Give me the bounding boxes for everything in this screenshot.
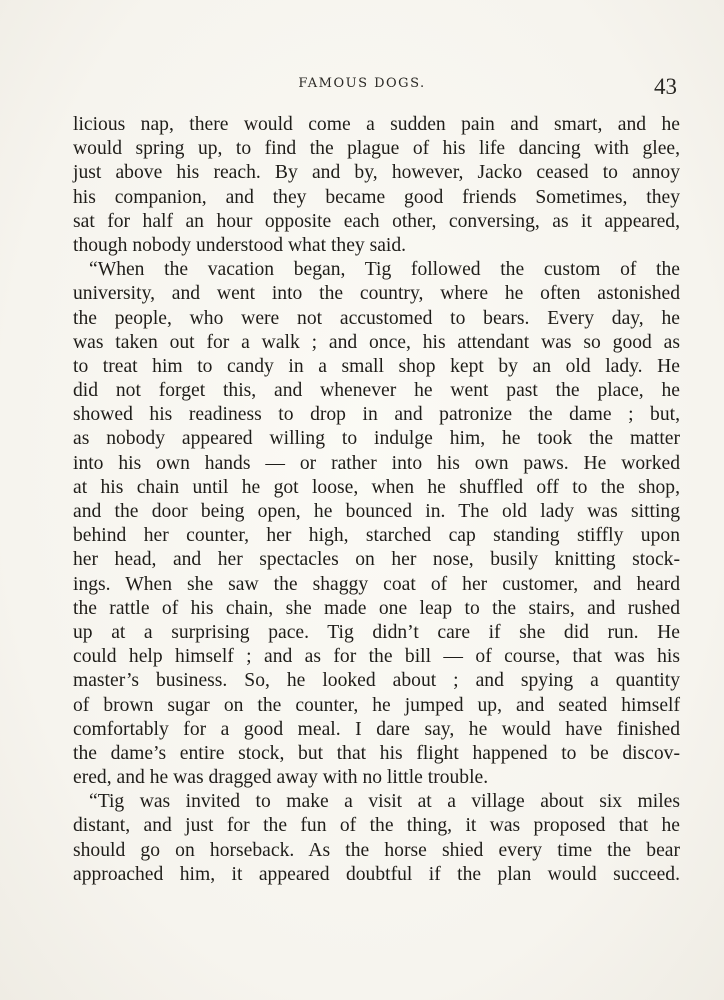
text-line: “Tig was invited to make a visit at a village about six miles: [89, 791, 680, 813]
running-head: FAMOUS DOGS.: [298, 76, 426, 91]
text-line: should go on horseback. As the horse shied every time the bear: [73, 839, 680, 861]
text-line: up at a surprising pace. Tig didn’t care if she did run. He: [73, 621, 680, 643]
text-line: “When the vacation began, Tig followed the custom of the: [89, 259, 680, 281]
text-line: the rattle of his chain, she made one leap to the stairs, and rushed: [73, 597, 680, 619]
text-line: licious nap, there would come a sudden pain and smart, and he: [73, 114, 680, 135]
text-line: ings. When she saw the shaggy coat of her customer, and heard: [73, 573, 680, 595]
text-line: of brown sugar on the counter, he jumped up, and seated himself: [73, 694, 680, 716]
text-line: behind her counter, her high, starched cap standing stiffly upon: [73, 525, 680, 547]
text-line: the people, who were not accustomed to bears. Every day, he: [73, 307, 680, 329]
body-text: [73, 113, 680, 887]
text-line: into his own hands — or rather into his own paws. He worked: [73, 452, 680, 474]
text-line: university, and went into the country, where he often astonished: [73, 283, 680, 305]
text-line: as nobody appeared willing to indulge him, he took the matter: [73, 428, 680, 450]
text-line: at his chain until he got loose, when he shuffled off to the shop,: [73, 476, 680, 498]
page-number: 43: [654, 74, 677, 99]
text-line: just above his reach. By and by, however, Jacko ceased to annoy: [73, 162, 680, 184]
text-line: the dame’s entire stock, but that his flight happened to be discov-: [73, 742, 680, 764]
text-line: her head, and her spectacles on her nose, busily knitting stock-: [73, 549, 680, 571]
text-line: could help himself ; and as for the bill — of course, that was his: [73, 646, 680, 668]
text-line: though nobody understood what they said.: [73, 234, 407, 256]
text-line: comfortably for a good meal. I dare say, he would have finished: [73, 718, 680, 740]
text-line: did not forget this, and whenever he went past the place, he: [73, 380, 680, 402]
text-line: his companion, and they became good friends Sometimes, they: [73, 186, 680, 208]
text-line: sat for half an hour opposite each other, conversing, as it appeared,: [73, 210, 680, 232]
text-line: and the door being open, he bounced in. The old lady was sitting: [73, 501, 680, 522]
text-line: would spring up, to find the plague of his life dancing with glee,: [73, 138, 680, 160]
text-line: distant, and just for the fun of the thing, it was proposed that he: [73, 815, 680, 837]
text-line: ered, and he was dragged away with no little trouble.: [73, 767, 489, 789]
text-line: master’s business. So, he looked about ; and spying a quantity: [73, 670, 680, 692]
text-line: to treat him to candy in a small shop kept by an old lady. He: [73, 355, 680, 377]
text-line: showed his readiness to drop in and patronize the dame ; but,: [73, 404, 680, 426]
text-line: approached him, it appeared doubtful if the plan would succeed.: [73, 863, 680, 885]
text-line: was taken out for a walk ; and once, his attendant was so good as: [73, 331, 680, 353]
